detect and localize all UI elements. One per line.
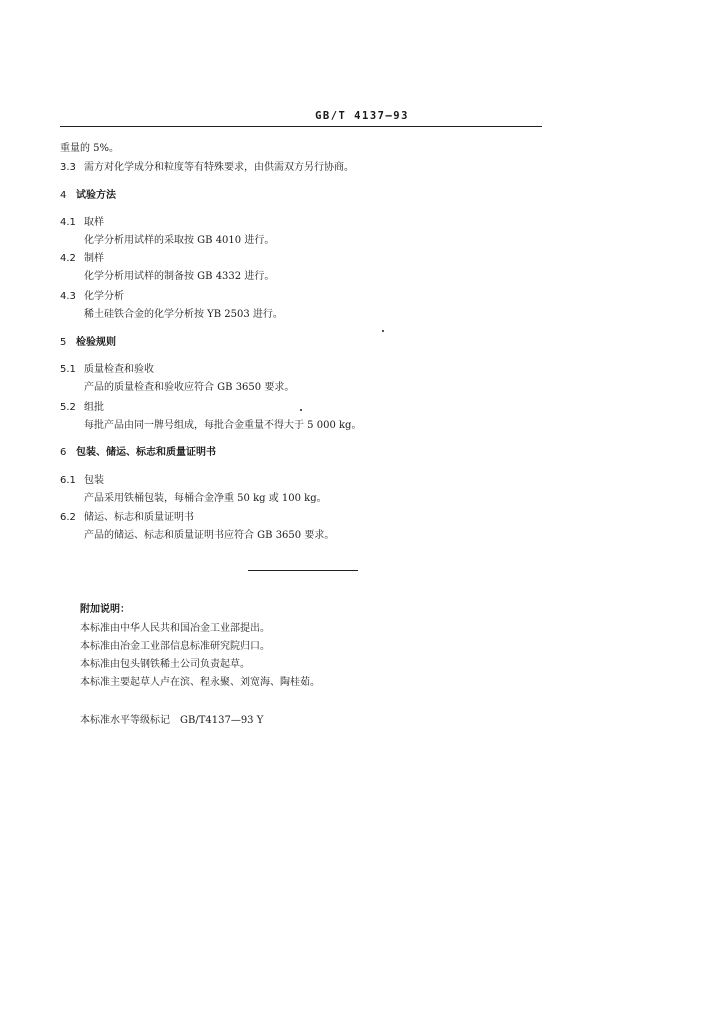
section-number: 5 (60, 337, 67, 348)
standard-code-header: GB/T 4137—93 (315, 110, 409, 122)
clause-title: 包装 (84, 475, 104, 486)
clause-title: 化学分析 (84, 291, 124, 302)
clause-title: 组批 (84, 402, 104, 413)
note-line: 本标准由包头钢铁稀土公司负责起草。 (80, 659, 250, 670)
clause-5-1-text: 产品的质量检查和验收应符合 GB 3650 要求。 (84, 382, 295, 393)
notes-heading: 附加说明： (80, 604, 130, 615)
clause-6-1-heading (60, 474, 104, 488)
clause-title: 制样 (84, 253, 104, 264)
section-title: 试验方法 (76, 190, 116, 201)
clause-number: 3.3 (60, 162, 76, 173)
header-rule (60, 126, 542, 127)
clause-title: 质量检查和验收 (84, 364, 154, 375)
clause-5-2-heading (60, 401, 104, 415)
scan-speck (300, 409, 302, 411)
section-5-heading (60, 336, 116, 350)
clause-5-2-text: 每批产品由同一牌号组成，每批合金重量不得大于 5 000 kg。 (84, 420, 362, 431)
clause-title: 取样 (84, 217, 104, 228)
clause-number: 6.1 (60, 475, 76, 486)
note-line: 本标准由冶金工业部信息标准研究院归口。 (80, 641, 270, 652)
section-title: 检验规则 (76, 337, 116, 348)
clause-6-2-text: 产品的储运、标志和质量证明书应符合 GB 3650 要求。 (84, 530, 335, 541)
clause-6-2-heading (60, 511, 194, 525)
clause-number: 6.2 (60, 512, 76, 523)
clause-number: 5.1 (60, 364, 76, 375)
clause-number: 4.3 (60, 291, 76, 302)
section-4-heading (60, 189, 116, 203)
clause-number: 4.1 (60, 217, 76, 228)
clause-4-2-text: 化学分析用试样的制备按 GB 4332 进行。 (84, 271, 275, 282)
clause-title: 储运、标志和质量证明书 (84, 512, 194, 523)
note-line: 本标准主要起草人卢在滨、程永聚、刘宽海、陶桂茹。 (80, 677, 320, 688)
clause-4-2-heading (60, 252, 104, 266)
grade-mark: 本标准水平等级标记 GB/T4137—93 Y (80, 715, 264, 726)
clause-6-1-text: 产品采用铁桶包装，每桶合金净重 50 kg 或 100 kg。 (84, 493, 327, 504)
clause-number: 5.2 (60, 402, 76, 413)
note-line: 本标准由中华人民共和国冶金工业部提出。 (80, 623, 270, 634)
clause-4-3-heading (60, 290, 124, 304)
scan-speck (382, 330, 384, 332)
clause-4-3-text: 稀土硅铁合金的化学分析按 YB 2503 进行。 (84, 309, 283, 320)
continued-text: 重量的 5%。 (60, 143, 120, 154)
clause-number: 4.2 (60, 253, 76, 264)
clause-3-3 (60, 161, 354, 175)
clause-4-1-text: 化学分析用试样的采取按 GB 4010 进行。 (84, 235, 275, 246)
clause-4-1-heading (60, 216, 104, 230)
clause-5-1-heading (60, 363, 154, 377)
clause-text: 需方对化学成分和粒度等有特殊要求，由供需双方另行协商。 (84, 162, 354, 173)
section-number: 4 (60, 190, 67, 201)
end-of-text-rule (248, 570, 358, 571)
section-number: 6 (60, 447, 67, 458)
section-6-heading (60, 446, 216, 460)
section-title: 包装、储运、标志和质量证明书 (76, 447, 216, 458)
